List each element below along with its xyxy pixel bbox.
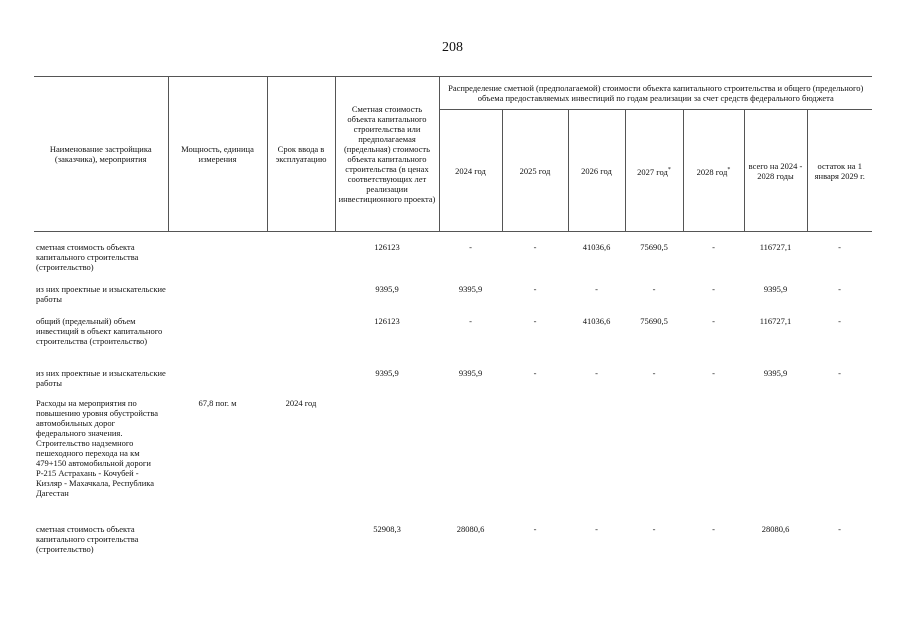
cell-2027: -: [652, 524, 656, 534]
cell-cost: 126123: [374, 242, 400, 252]
cell-total: [744, 398, 807, 524]
cell-2028: [683, 398, 744, 524]
cell-2024: 28080,6: [456, 524, 485, 534]
cell-term: [267, 242, 335, 284]
cell-total: 9395,9: [763, 368, 788, 378]
cell-2026: 41036,6: [582, 316, 611, 326]
cell-2024: 9395,9: [458, 368, 483, 378]
cell-2025: -: [533, 368, 537, 378]
col-header-name: Наименование застройщика (заказчика), мероприятия: [34, 77, 168, 232]
cell-capacity: [168, 242, 267, 284]
cell-capacity: [168, 524, 267, 560]
cell-2026: [568, 398, 625, 524]
cell-2025: -: [533, 284, 537, 294]
cell-2028: -: [712, 316, 715, 326]
table-row: [34, 398, 872, 524]
cell-2026: -: [595, 284, 598, 294]
cell-name: из них проектные и изыскательские работы: [36, 368, 166, 388]
cell-rest: -: [838, 242, 841, 252]
cell-2026: -: [595, 368, 598, 378]
cell-2024: 9395,9: [458, 284, 483, 294]
cell-total: 9395,9: [763, 284, 788, 294]
cell-2027: -: [652, 284, 656, 294]
cell-term: [267, 368, 335, 398]
cell-rest: [807, 398, 872, 524]
col-header-2027: 2027 год*: [625, 110, 683, 232]
cell-rest: -: [838, 284, 841, 294]
cell-rest: -: [838, 316, 841, 326]
cell-2027: 75690,5: [640, 242, 668, 252]
table-row: [34, 284, 872, 316]
cell-2028: -: [712, 242, 715, 252]
table-row: [34, 524, 872, 560]
table-row: [34, 316, 872, 368]
col-header-cost: Сметная стоимость объекта капитального строительства или предполагаемая (предельная) стоимость объекта капитального строительства (в ценах соответствующих лет реализации инвестиционного проекта): [335, 77, 439, 232]
cell-cost: [335, 398, 439, 524]
cell-term: [267, 316, 335, 368]
col-header-2028: 2028 год*: [683, 110, 744, 232]
cell-2025: -: [533, 242, 537, 252]
cell-name: из них проектные и изыскательские работы: [36, 284, 166, 304]
table-row: [34, 368, 872, 398]
cell-cost: 126123: [374, 316, 400, 326]
cell-capacity: [168, 284, 267, 316]
cell-total: 116727,1: [759, 242, 792, 252]
cell-term: [267, 524, 335, 560]
cell-capacity: [168, 316, 267, 368]
cell-capacity: 67,8 пог. м: [198, 398, 237, 408]
investment-table: [34, 76, 872, 560]
cell-cost: 52908,3: [373, 524, 401, 534]
col-header-distribution: Распределение сметной (предполагаемой) стоимости объекта капитального строительства и общего (предельного) объема предоставляемых инвестиций по годам реализации за счет средств федерального бюджета: [439, 77, 872, 110]
cell-rest: -: [838, 524, 841, 534]
footnote-mark-2028: *: [727, 166, 731, 173]
col-header-total: всего на 2024 - 2028 годы: [744, 110, 807, 232]
cell-cost: 9395,9: [375, 368, 399, 378]
table-row: [34, 242, 872, 284]
cell-2028: -: [712, 368, 715, 378]
cell-term: 2024 год: [285, 398, 317, 408]
col-header-2025: 2025 год: [502, 110, 568, 232]
cell-total: 116727,1: [759, 316, 792, 326]
col-header-2026: 2026 год: [568, 110, 625, 232]
cell-2027: 75690,5: [640, 316, 668, 326]
cell-2026: 41036,6: [582, 242, 611, 252]
cell-2024: -: [469, 316, 472, 326]
cell-2027: -: [652, 368, 656, 378]
cell-2024: [439, 398, 502, 524]
cell-cost: 9395,9: [375, 284, 399, 294]
page-number: 208: [442, 40, 463, 55]
cell-capacity: [168, 368, 267, 398]
cell-rest: -: [838, 368, 841, 378]
cell-2025: -: [533, 524, 537, 534]
footnote-mark-2027: *: [667, 166, 671, 173]
col-header-term: Срок ввода в эксплуатацию: [267, 77, 335, 232]
cell-2025: [502, 398, 568, 524]
cell-name: сметная стоимость объекта капитального строительства (строительство): [36, 524, 139, 554]
cell-name: Расходы на мероприятия по повышению уровня обустройства автомобильных дорог федерального значения. Строительство надземного пешеходного перехода на км 479+150 автомобильной дороги Р-215 Астрахань - Кочубей - Кизляр - Махачкала, Республика Дагестан: [36, 398, 159, 498]
cell-2027: [625, 398, 683, 524]
cell-name: общий (предельный) объем инвестиций в объект капитального строительства (строительство): [36, 316, 163, 346]
cell-2028: -: [712, 524, 715, 534]
cell-2025: -: [533, 316, 537, 326]
cell-term: [267, 284, 335, 316]
cell-2024: -: [469, 242, 472, 252]
cell-2026: -: [595, 524, 598, 534]
cell-2028: -: [712, 284, 715, 294]
col-header-capacity: Мощность, единица измерения: [168, 77, 267, 232]
cell-total: 28080,6: [761, 524, 790, 534]
cell-name: сметная стоимость объекта капитального строительства (строительство): [36, 242, 139, 272]
col-header-rest: остаток на 1 января 2029 г.: [807, 110, 872, 232]
col-header-2024: 2024 год: [439, 110, 502, 232]
